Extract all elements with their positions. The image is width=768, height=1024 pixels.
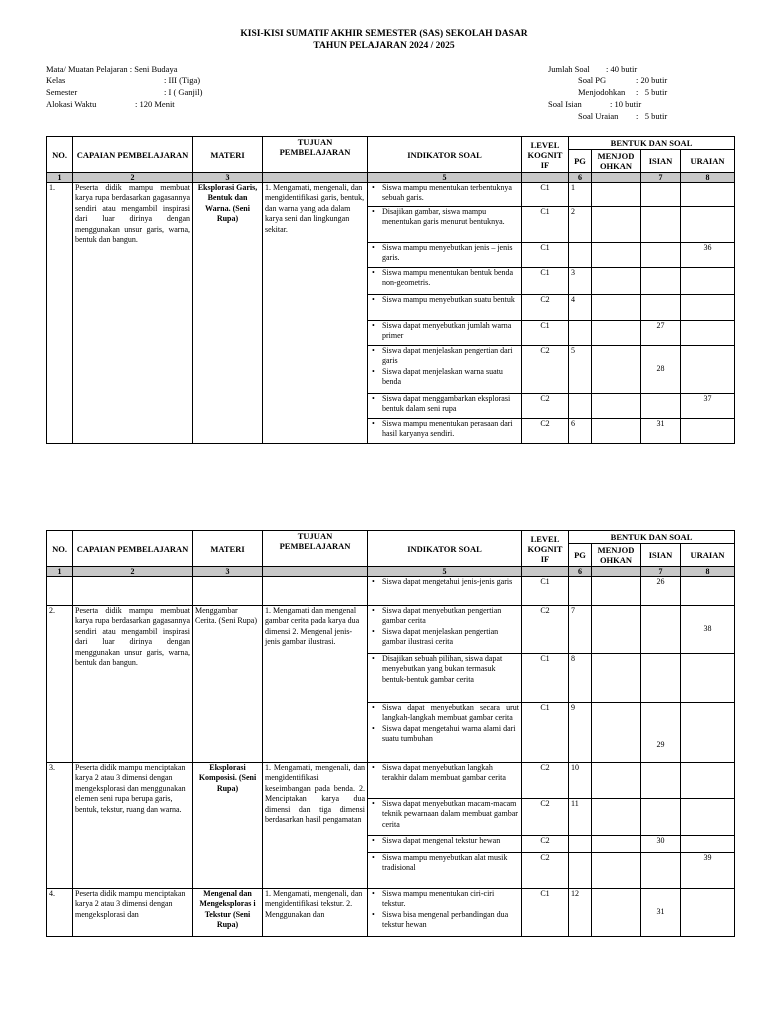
- cell-menjod: [592, 183, 641, 207]
- cell-menjod: [592, 321, 641, 346]
- cell-menjod: [592, 606, 641, 654]
- header-capaian: CAPAIAN PEMBELAJARAN: [73, 531, 193, 567]
- header-indikator: INDIKATOR SOAL: [368, 137, 522, 173]
- cell-uraian: [681, 183, 735, 207]
- cell-uraian: 37: [681, 394, 735, 419]
- cell-isian: 28: [641, 346, 681, 394]
- indikator-item: • Siswa dapat menyebutkan langkah terakhir dalam membuat gambar cerita: [370, 763, 519, 784]
- info-jumlah-value: : 40 butir: [606, 64, 638, 74]
- cell-capaian: Peserta didik mampu membuat karya rupa berdasarkan gagasannya sendiri atau mengambil inspirasi dari luar dirinya dengan menggunakan unsur garis, warna, bentuk dan bangun.: [73, 183, 193, 444]
- cell-pg: 6: [569, 419, 592, 444]
- cell-level: C1: [522, 243, 569, 268]
- colnum: 8: [681, 173, 735, 183]
- header-isian: ISIAN: [641, 150, 681, 173]
- cell-level: C2: [522, 853, 569, 889]
- colnum: 5: [368, 567, 522, 577]
- cell-uraian: 39: [681, 853, 735, 889]
- cell-level: C2: [522, 394, 569, 419]
- indikator-item: • Siswa mampu menyebutkan alat musik tradisional: [370, 853, 519, 874]
- cell-level: C1: [522, 207, 569, 243]
- indikator-item: • Siswa mampu menyebutkan jenis – jenis garis.: [370, 243, 519, 264]
- cell-tujuan: 1. Mengamati, mengenali, dan mengidentifikasi tekstur. 2. Menggunakan dan: [263, 889, 368, 937]
- cell-uraian: [681, 703, 735, 763]
- header-no: NO.: [47, 531, 73, 567]
- cell-menjod: [592, 346, 641, 394]
- cell-uraian: [681, 654, 735, 703]
- table-row: [47, 606, 735, 654]
- cell-capaian: Peserta didik mampu menciptakan karya 2 atau 3 dimensi dengan mengeksplorasi dan menggunakan elemen seni rupa berupa garis, bentuk, tekstur, ruang dan warna.: [73, 763, 193, 889]
- colnum: [522, 173, 569, 183]
- cell-isian: 29: [641, 703, 681, 763]
- cell-menjod: [592, 207, 641, 243]
- cell-pg: [569, 394, 592, 419]
- cell-uraian: [681, 268, 735, 295]
- colnum: 1: [47, 173, 73, 183]
- header-tujuan: TUJUAN PEMBELAJARAN: [263, 137, 368, 173]
- cell-menjod: [592, 419, 641, 444]
- cell-isian: [641, 268, 681, 295]
- cell-menjod: [592, 853, 641, 889]
- cell-pg: 8: [569, 654, 592, 703]
- header-uraian: URAIAN: [681, 150, 735, 173]
- colnum: 3: [193, 567, 263, 577]
- info-menjodohkan-label: Menjodohkan: [578, 87, 626, 97]
- cell-menjod: [592, 799, 641, 836]
- colnum: 1: [47, 567, 73, 577]
- cell-tujuan: 1. Mengamati, mengenali, dan mengidentifikasi garis, bentuk, dan warna yang ada dalam karya seni dan lingkungan sekitar.: [263, 183, 368, 444]
- info-semester-value: : I ( Ganjil): [164, 87, 203, 97]
- info-jumlah-label: Jumlah Soal: [548, 64, 590, 74]
- cell-isian: [641, 654, 681, 703]
- cell-no: 2.: [47, 606, 73, 763]
- cell-level: C2: [522, 836, 569, 853]
- colnum: 6: [569, 173, 592, 183]
- indikator-item: • Siswa mampu menentukan terbentuknya sebuah garis.: [370, 183, 519, 204]
- cell-uraian: [681, 346, 735, 394]
- document-subtitle: TAHUN PELAJARAN 2024 / 2025: [313, 41, 455, 51]
- indikator-item: • Siswa mampu menentukan perasaan dari hasil karyanya sendiri.: [370, 419, 519, 440]
- indikator-item: • Siswa bisa mengenal perbandingan dua tekstur hewan: [370, 910, 519, 931]
- header-tujuan: TUJUAN PEMBELAJARAN: [263, 531, 368, 567]
- header-no: NO.: [47, 137, 73, 173]
- colnum: [263, 173, 368, 183]
- table-row: [47, 577, 735, 606]
- cell-materi: Eksplorasi Komposisi. (Seni Rupa): [193, 763, 263, 889]
- colnum: [592, 173, 641, 183]
- cell-materi: Mengenal dan Mengeksploras i Tekstur (Seni Rupa): [193, 889, 263, 937]
- cell-pg: 11: [569, 799, 592, 836]
- cell-level: C1: [522, 654, 569, 703]
- header-bentuk: BENTUK DAN SOAL: [569, 137, 735, 150]
- indikator-item: • Siswa dapat mengenal tekstur hewan: [370, 836, 519, 846]
- document-title: KISI-KISI SUMATIF AKHIR SEMESTER (SAS) SEKOLAH DASAR: [240, 29, 528, 39]
- indikator-item: • Siswa mampu menyebutkan suatu bentuk: [370, 295, 519, 305]
- colnum: 2: [73, 173, 193, 183]
- colnum: 7: [641, 173, 681, 183]
- info-kelas-label: Kelas: [46, 75, 66, 85]
- header-level: LEVEL KOGNIT IF: [522, 531, 569, 567]
- colnum: [522, 567, 569, 577]
- cell-isian: 26: [641, 577, 681, 606]
- info-menjodohkan-value: : 5 butir: [636, 87, 668, 97]
- header-capaian: CAPAIAN PEMBELAJARAN: [73, 137, 193, 173]
- header-menjod: MENJOD OHKAN: [592, 150, 641, 173]
- cell-menjod: [592, 654, 641, 703]
- header-indikator: INDIKATOR SOAL: [368, 531, 522, 567]
- cell-pg: [569, 577, 592, 606]
- cell-uraian: [681, 577, 735, 606]
- cell-pg: 10: [569, 763, 592, 799]
- cell-isian: [641, 763, 681, 799]
- colnum: 7: [641, 567, 681, 577]
- indikator-item: • Disajikan gambar, siswa mampu menentukan garis menurut bentuknya.: [370, 207, 519, 228]
- table-row: [47, 889, 735, 937]
- cell-no: 3.: [47, 763, 73, 889]
- cell-pg: 4: [569, 295, 592, 321]
- cell-pg: 7: [569, 606, 592, 654]
- cell-uraian: [681, 763, 735, 799]
- cell-pg: 12: [569, 889, 592, 937]
- cell-menjod: [592, 703, 641, 763]
- cell-pg: 5: [569, 346, 592, 394]
- header-isian: ISIAN: [641, 544, 681, 567]
- header-bentuk: BENTUK DAN SOAL: [569, 531, 735, 544]
- cell-pg: 2: [569, 207, 592, 243]
- cell-menjod: [592, 394, 641, 419]
- cell-level: C2: [522, 346, 569, 394]
- cell-level: C1: [522, 703, 569, 763]
- header-menjod: MENJOD OHKAN: [592, 544, 641, 567]
- cell-isian: [641, 243, 681, 268]
- table-row: [47, 763, 735, 799]
- cell-level: C1: [522, 183, 569, 207]
- cell-level: C2: [522, 295, 569, 321]
- cell-no: 1.: [47, 183, 73, 444]
- kisi-table-2: [46, 530, 735, 937]
- cell-no: 4.: [47, 889, 73, 937]
- cell-menjod: [592, 295, 641, 321]
- info-isian-value: : 10 butir: [610, 99, 642, 109]
- cell-pg: [569, 853, 592, 889]
- table-row: [47, 183, 735, 207]
- cell-level: C2: [522, 763, 569, 799]
- info-mapel: Mata/ Muatan Pelajaran : Seni Budaya: [46, 64, 178, 74]
- cell-isian: [641, 606, 681, 654]
- indikator-item: • Siswa dapat menyebutkan macam-macam teknik pewarnaan dalam membuat gambar cerita: [370, 799, 519, 830]
- cell-menjod: [592, 577, 641, 606]
- cell-materi: Menggambar Cerita. (Seni Rupa): [193, 606, 263, 763]
- cell-isian: [641, 295, 681, 321]
- cell-tujuan: 1. Mengamati dan mengenal gambar cerita pada karya dua dimensi 2. Mengenal jenis-jenis gambar ilustrasi.: [263, 606, 368, 763]
- cell-uraian: [681, 836, 735, 853]
- cell-level: C2: [522, 799, 569, 836]
- cell-isian: [641, 799, 681, 836]
- cell-no: [47, 577, 73, 606]
- indikator-item: • Siswa dapat menjelaskan pengertian gambar ilustrasi cerita: [370, 627, 519, 648]
- cell-uraian: 38: [681, 606, 735, 654]
- cell-isian: [641, 853, 681, 889]
- cell-level: C1: [522, 889, 569, 937]
- cell-capaian: [73, 577, 193, 606]
- indikator-item: • Siswa dapat menyebutkan secara urut langkah-langkah membuat gambar cerita: [370, 703, 519, 724]
- cell-level: C1: [522, 577, 569, 606]
- cell-uraian: [681, 321, 735, 346]
- cell-uraian: [681, 207, 735, 243]
- indikator-item: • Siswa dapat menjelaskan warna suatu benda: [370, 367, 519, 388]
- cell-uraian: [681, 889, 735, 937]
- cell-isian: 31: [641, 419, 681, 444]
- info-semester-label: Semester: [46, 87, 78, 97]
- colnum: 2: [73, 567, 193, 577]
- colnum: [592, 567, 641, 577]
- cell-pg: 3: [569, 268, 592, 295]
- cell-materi: Eksplorasi Garis, Bentuk dan Warna. (Seni Rupa): [193, 183, 263, 444]
- cell-level: C2: [522, 419, 569, 444]
- cell-pg: [569, 836, 592, 853]
- cell-level: C2: [522, 606, 569, 654]
- cell-level: C1: [522, 321, 569, 346]
- cell-isian: 27: [641, 321, 681, 346]
- cell-isian: [641, 207, 681, 243]
- cell-menjod: [592, 889, 641, 937]
- cell-uraian: [681, 419, 735, 444]
- cell-menjod: [592, 836, 641, 853]
- cell-uraian: [681, 799, 735, 836]
- indikator-item: • Siswa dapat mengetahui jenis-jenis garis: [370, 577, 519, 587]
- cell-isian: 31: [641, 889, 681, 937]
- cell-pg: [569, 243, 592, 268]
- info-isian-label: Soal Isian: [548, 99, 582, 109]
- indikator-item: • Siswa dapat menjelaskan pengertian dari garis: [370, 346, 519, 367]
- info-kelas-value: : III (Tiga): [164, 75, 201, 85]
- cell-pg: 1: [569, 183, 592, 207]
- indikator-item: • Siswa dapat mengetahui warna alami dari suatu tumbuhan: [370, 724, 519, 745]
- header-materi: MATERI: [193, 531, 263, 567]
- cell-capaian: Peserta didik mampu membuat karya rupa berdasarkan gagasannya sendiri atau mengambil inspirasi dari luar dirinya dengan menggunakan unsur garis, warna, bentuk dan bangun.: [73, 606, 193, 763]
- kisi-table-1: [46, 136, 735, 444]
- header-materi: MATERI: [193, 137, 263, 173]
- cell-tujuan: 1. Mengamati, mengenali, dan mengidentifikasi keseimbangan pada benda. 2. Menciptakan karya dua dimensi dan tiga dimensi berdasarkan hasil pengamatan: [263, 763, 368, 889]
- cell-pg: 9: [569, 703, 592, 763]
- indikator-item: • Siswa mampu menentukan bentuk benda non-geometris.: [370, 268, 519, 289]
- cell-uraian: [681, 295, 735, 321]
- info-alokasi-value: : 120 Menit: [135, 99, 175, 109]
- indikator-item: • Siswa mampu menentukan ciri-ciri tekstur.: [370, 889, 519, 910]
- indikator-item: • Siswa dapat menyebutkan pengertian gambar cerita: [370, 606, 519, 627]
- cell-materi: [193, 577, 263, 606]
- cell-level: C1: [522, 268, 569, 295]
- cell-tujuan: [263, 577, 368, 606]
- colnum: 5: [368, 173, 522, 183]
- cell-uraian: 36: [681, 243, 735, 268]
- info-alokasi-label: Alokasi Waktu: [46, 99, 97, 109]
- indikator-item: • Siswa dapat menyebutkan jumlah warna primer: [370, 321, 519, 342]
- info-uraian-value: : 5 butir: [636, 111, 668, 121]
- cell-menjod: [592, 763, 641, 799]
- header-uraian: URAIAN: [681, 544, 735, 567]
- info-pg-value: : 20 butir: [636, 75, 668, 85]
- colnum: 3: [193, 173, 263, 183]
- info-pg-label: Soal PG: [578, 75, 607, 85]
- cell-isian: 30: [641, 836, 681, 853]
- cell-menjod: [592, 268, 641, 295]
- colnum: 6: [569, 567, 592, 577]
- colnum: 8: [681, 567, 735, 577]
- cell-isian: [641, 394, 681, 419]
- indikator-item: • Disajikan sebuah pilihan, siswa dapat menyebutkan yang bukan termasuk bentuk-bentuk gambar cerita: [370, 654, 519, 685]
- header-level: LEVEL KOGNIT IF: [522, 137, 569, 173]
- cell-capaian: Peserta didik mampu menciptakan karya 2 atau 3 dimensi dengan mengeksplorasi dan: [73, 889, 193, 937]
- cell-pg: [569, 321, 592, 346]
- cell-menjod: [592, 243, 641, 268]
- colnum: [263, 567, 368, 577]
- indikator-item: • Siswa dapat menggambarkan eksplorasi bentuk dalam seni rupa: [370, 394, 519, 415]
- cell-isian: [641, 183, 681, 207]
- info-uraian-label: Soal Uraian: [578, 111, 619, 121]
- header-pg: PG: [569, 544, 592, 567]
- header-pg: PG: [569, 150, 592, 173]
